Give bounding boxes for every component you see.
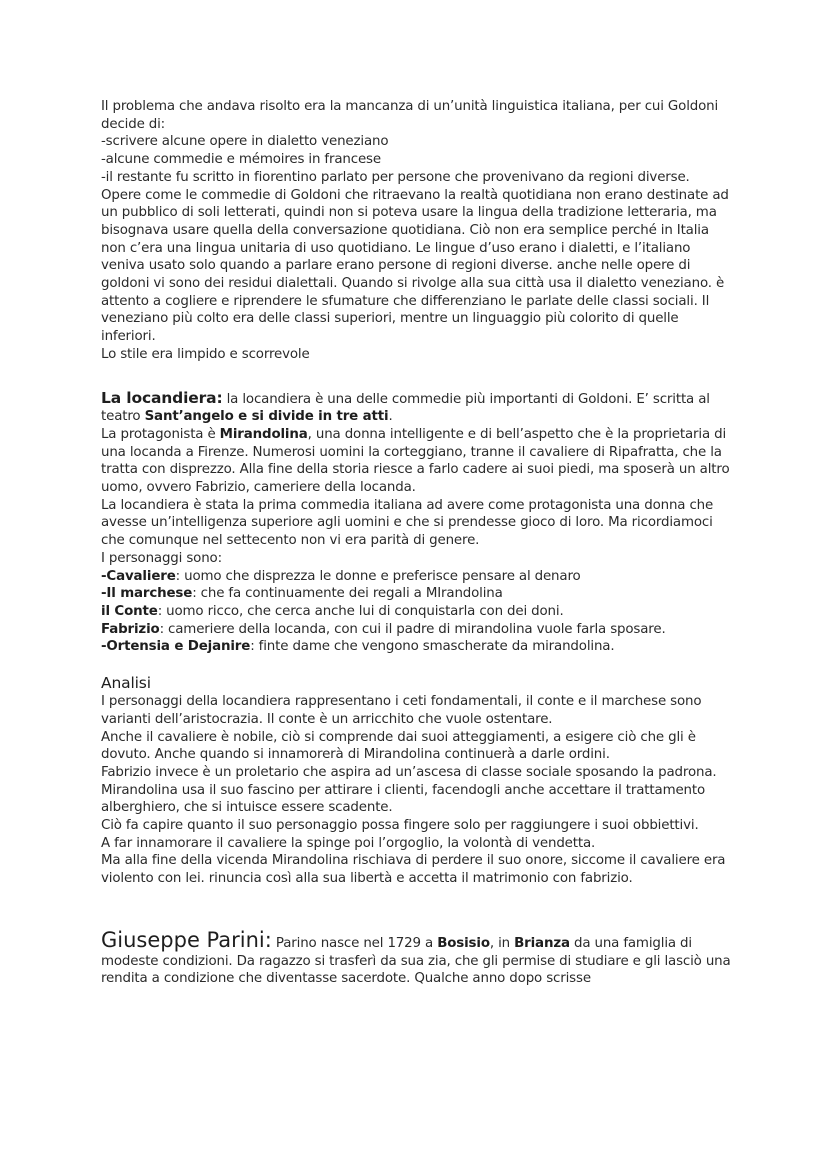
list-item: -alcune commedie e mémoires in francese (101, 152, 381, 168)
character-name: -Il marchese (101, 586, 193, 602)
section-heading: La locandiera: (101, 388, 223, 407)
bold-text: Brianza (514, 935, 570, 951)
character-name: Fabrizio (101, 621, 160, 637)
section-heading: Analisi (101, 674, 151, 693)
paragraph (101, 390, 731, 426)
character-desc: : che fa continuamente dei regali a MIrandolina (192, 586, 503, 602)
paragraph: Fabrizio invece è un proletario che aspira ad un’ascesa di classe sociale sposando la padrona. (101, 764, 717, 780)
text: da una famiglia di modeste condizioni. Da ragazzo si trasferì da sua zia, che gli permise di studiare e gli lasciò una rendita a condizione che diventasse sacerdote. Qualche anno dopo scrisse (101, 935, 731, 987)
parini-section (101, 927, 731, 988)
character-item (101, 603, 731, 621)
paragraph: I personaggi sono: (101, 550, 222, 566)
list-item: -scrivere alcune opere in dialetto veneziano (101, 134, 389, 150)
paragraph (101, 426, 731, 497)
text: Parino nasce nel 1729 a (271, 935, 438, 951)
paragraph: Ma alla fine della vicenda Mirandolina rischiava di perdere il suo onore, siccome il cavaliere era violento con lei. rinuncia così alla sua libertà e accetta il matrimonio con fabrizio. (101, 853, 726, 887)
character-name: il Conte (101, 603, 158, 619)
paragraph: I personaggi della locandiera rappresentano i ceti fondamentali, il conte e il marchese sono varianti dell’aristocrazia. Il conte è un arricchito che vuole ostentare. (101, 694, 702, 727)
paragraph: Lo stile era limpido e scorrevole (101, 346, 310, 362)
paragraph (101, 927, 731, 988)
text: La protagonista è (101, 426, 220, 442)
text: . (388, 409, 393, 425)
character-desc: : uomo che disprezza le donne e preferisce pensare al denaro (175, 568, 581, 584)
paragraph: Anche il cavaliere è nobile, ciò si comprende dai suoi atteggiamenti, a esigere ciò che gli è dovuto. Anche quando si innamorerà di Mirandolina continuerà a darle ordini. (101, 729, 696, 763)
text: , in (489, 935, 515, 951)
locandiera-section (101, 390, 731, 657)
bold-text: Bosisio (437, 935, 490, 951)
analisi-section (101, 673, 731, 888)
character-name: -Cavaliere (101, 568, 176, 584)
bold-text: Mirandolina (219, 426, 308, 442)
paragraph: Opere come le commedie di Goldoni che ritraevano la realtà quotidiana non erano destinate ad un pubblico di soli letterati, quindi non si poteva usare la lingua della tradizione letteraria, ma bisognava usare quella della conversazione quotidiana. Ciò non era semplice perché in Italia non c’era una lingua unitaria di uso quotidiano. Le lingue d’uso erano i dialetti, e l’italiano veniva usato solo quando a parlare erano persone di regioni diverse. anche nelle opere di goldoni vi sono dei residui dialettali. Quando si rivolge alla sua città usa il dialetto veneziano. è attento a cogliere e riprendere le sfumature che differenziano le parlate delle classi sociali. Il veneziano più colto era delle classi superiori, mentre un linguaggio più colorito di quelle inferiori. (101, 187, 729, 345)
bold-text: Sant’angelo e si divide in tre atti (144, 409, 389, 425)
paragraph: A far innamorare il cavaliere la spinge poi l’orgoglio, la volontà di vendetta. (101, 835, 596, 851)
list-item: -il restante fu scritto in fiorentino parlato per persone che provenivano da regioni diverse. (101, 169, 690, 185)
paragraph: Mirandolina usa il suo fascino per attirare i clienti, facendogli anche accettare il trattamento alberghiero, che si intuisce essere scadente. (101, 782, 706, 816)
section-heading: Giuseppe Parini: (101, 927, 272, 952)
paragraph: La locandiera è stata la prima commedia italiana ad avere come protagonista una donna che avesse un’intelligenza superiore agli uomini e che si prendesse gioco di loro. Ma ricordiamoci che comunque nel settecento non vi era parità di genere. (101, 497, 714, 549)
text: la locandiera è una delle commedie più importanti di Goldoni. E’ scritta al teatro (101, 391, 710, 425)
character-item (101, 621, 731, 639)
character-item (101, 585, 731, 603)
text: , una donna intelligente e di bell’aspetto che è la proprietaria di una locanda a Firenze. Numerosi uomini la corteggiano, tranne il cavaliere di Ripafratta, che la tratta con disprezzo. Alla fine della storia riesce a farlo cadere ai suoi piedi, ma sposerà un altro uomo, ovvero Fabrizio, cameriere della locanda. (101, 426, 730, 496)
character-name: -Ortensia e Dejanire (101, 639, 251, 655)
character-desc: : cameriere della locanda, con cui il padre di mirandolina vuole farla sposare. (159, 621, 666, 637)
character-item (101, 638, 731, 656)
character-desc: : uomo ricco, che cerca anche lui di conquistarla con dei doni. (157, 603, 564, 619)
character-item (101, 568, 731, 586)
paragraph: Ciò fa capire quanto il suo personaggio possa fingere solo per raggiungere i suoi obbiettivi. (101, 818, 699, 834)
document-page (101, 98, 731, 988)
intro-section (101, 98, 731, 364)
paragraph: Il problema che andava risolto era la mancanza di un’unità linguistica italiana, per cui Goldoni decide di: (101, 99, 719, 132)
character-desc: : finte dame che vengono smascherate da mirandolina. (250, 639, 615, 655)
